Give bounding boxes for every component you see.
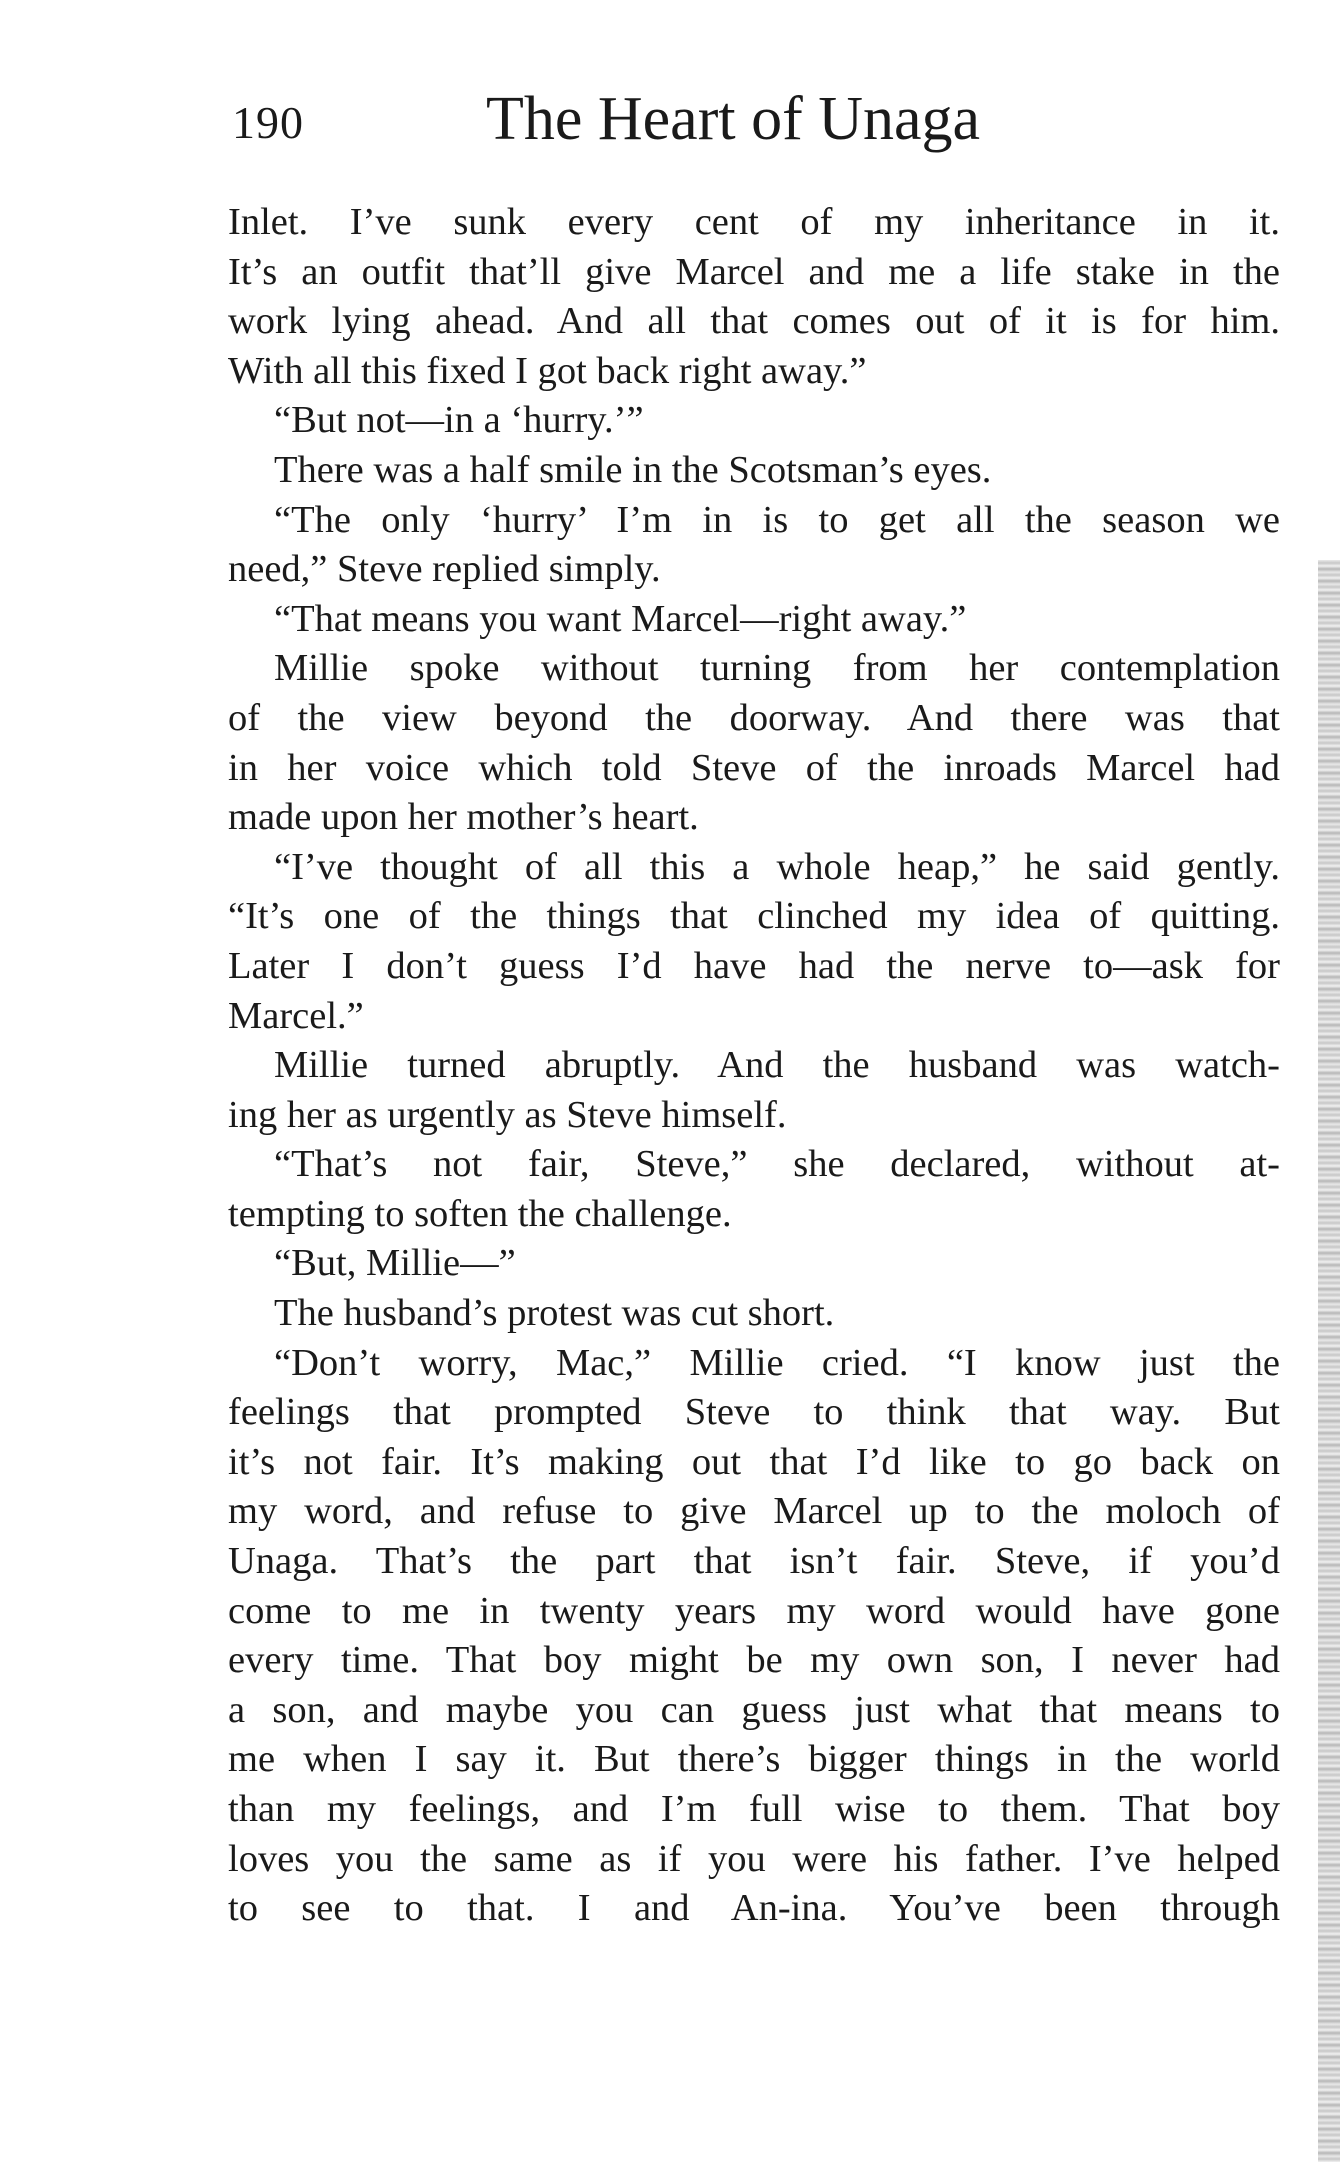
text-line: a son, and maybe you can guess just what that means to <box>228 1688 1280 1731</box>
text-line: “Don’t worry, Mac,” Millie cried. “I know just the <box>274 1341 1280 1384</box>
text-line: “I’ve thought of all this a whole heap,” he said gently. <box>274 845 1280 888</box>
text-line: need,” Steve replied simply. <box>228 548 661 591</box>
text-line: in her voice which told Steve of the inroads Marcel had <box>228 746 1280 789</box>
text-line: Millie spoke without turning from her contemplation <box>274 647 1280 690</box>
text-line: It’s an outfit that’ll give Marcel and me a life stake in the <box>228 250 1280 293</box>
text-line: Marcel.” <box>228 994 364 1037</box>
text-line: Later I don’t guess I’d have had the nerve to—ask for <box>228 944 1280 987</box>
page-number: 190 <box>232 97 304 148</box>
page-edge-shadow <box>1318 560 1340 2162</box>
text-line: Unaga. That’s the part that isn’t fair. Steve, if you’d <box>228 1540 1280 1583</box>
running-title: The Heart of Unaga <box>486 85 981 153</box>
text-line: to see to that. I and An-ina. You’ve been through <box>228 1887 1280 1930</box>
text-line: of the view beyond the doorway. And there was that <box>228 696 1280 739</box>
text-line: “That’s not fair, Steve,” she declared, without at- <box>274 1143 1280 1186</box>
body-text <box>228 198 1280 1934</box>
text-line: Inlet. I’ve sunk every cent of my inheritance in it. <box>228 201 1280 243</box>
text-line: come to me in twenty years my word would have gone <box>228 1589 1280 1632</box>
text-line: “That means you want Marcel—right away.” <box>274 597 967 640</box>
text-line: work lying ahead. And all that comes out of it is for him. <box>228 300 1280 343</box>
text-line: made upon her mother’s heart. <box>228 796 699 839</box>
text-line: “But not—in a ‘hurry.’” <box>274 399 644 442</box>
text-line: The husband’s protest was cut short. <box>274 1292 835 1335</box>
text-line: every time. That boy might be my own son, I never had <box>228 1639 1280 1682</box>
text-line: than my feelings, and I’m full wise to them. That boy <box>228 1788 1280 1830</box>
text-line: feelings that prompted Steve to think that way. But <box>228 1391 1280 1434</box>
text-line: “It’s one of the things that clinched my idea of quitting. <box>228 895 1280 938</box>
text-line: ing her as urgently as Steve himself. <box>228 1093 787 1136</box>
text-line: tempting to soften the challenge. <box>228 1192 732 1235</box>
text-line: With all this fixed I got back right away.” <box>228 349 867 392</box>
text-line: me when I say it. But there’s bigger things in the world <box>228 1738 1280 1781</box>
text-line: Millie turned abruptly. And the husband was watch- <box>274 1044 1280 1087</box>
text-line: There was a half smile in the Scotsman’s eyes. <box>274 448 992 491</box>
text-line: my word, and refuse to give Marcel up to the moloch of <box>228 1490 1280 1533</box>
text-line: “But, Millie—” <box>274 1242 516 1285</box>
text-line: loves you the same as if you were his father. I’ve helped <box>228 1837 1280 1880</box>
text-line: it’s not fair. It’s making out that I’d like to go back on <box>228 1440 1280 1483</box>
text-line: “The only ‘hurry’ I’m in is to get all the season we <box>274 498 1280 541</box>
